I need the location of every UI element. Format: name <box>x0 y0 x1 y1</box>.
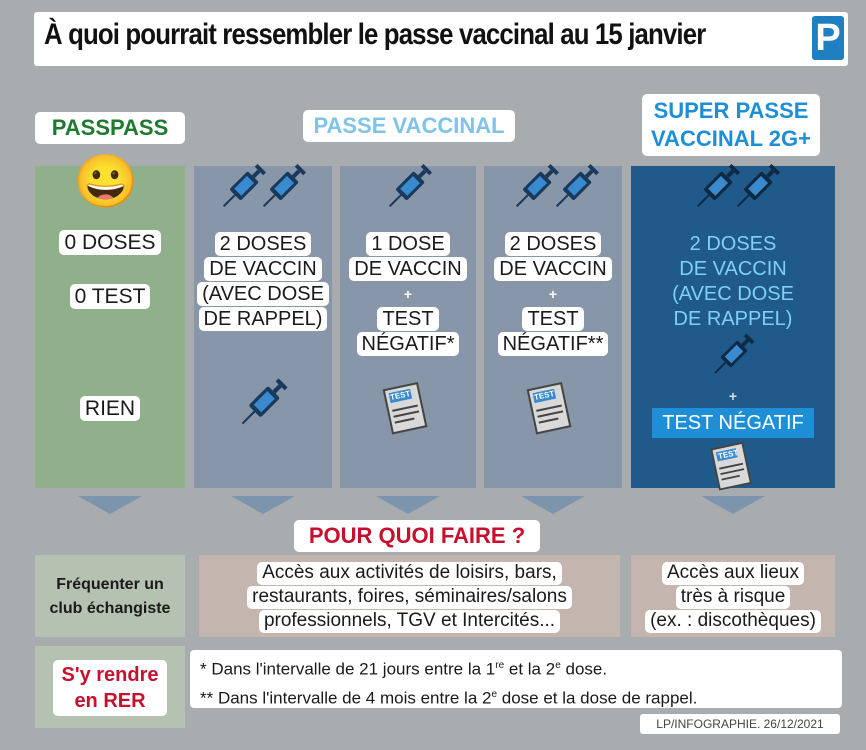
super-use-box <box>631 555 835 637</box>
test-document-icon <box>706 440 758 492</box>
super-line2: DE VACCIN <box>679 258 787 280</box>
syringe-icon <box>726 158 786 218</box>
passpass-heading: PASSPASS <box>35 112 185 144</box>
passe-use-box <box>199 555 620 637</box>
arrow-down-icon <box>376 496 440 514</box>
col3-text <box>340 232 476 357</box>
footnote-1-suffix: dose. <box>560 659 608 679</box>
test-doc-label: TEST <box>389 388 412 403</box>
test-doc-label: TEST <box>533 388 556 403</box>
col2-line3: (AVEC DOSE <box>197 282 329 306</box>
super-line4: DE RAPPEL) <box>673 308 793 330</box>
col4-line2: DE VACCIN <box>494 257 611 281</box>
footnote-1-sup2: e <box>555 660 561 671</box>
col4-plus: + <box>548 286 558 302</box>
zero-test-label: 0 TEST <box>70 284 151 309</box>
col3-test1: TEST <box>377 307 438 331</box>
footnote-2-prefix: ** Dans l'intervalle de 4 mois entre la 2 <box>200 688 492 708</box>
arrow-down-icon <box>701 496 765 514</box>
col4-line1: 2 DOSES <box>505 232 602 256</box>
passpass-column <box>35 166 185 488</box>
super-test-negatif: TEST NÉGATIF <box>652 408 814 438</box>
syringe-icon <box>378 158 438 218</box>
passpass-use-line1: Fréquenter un <box>56 576 164 593</box>
footnote-2-suffix: dose et la dose de rappel. <box>497 688 698 708</box>
footnotes <box>190 650 842 708</box>
footnote-1 <box>200 653 832 682</box>
footnote-1-prefix: * Dans l'intervalle de 21 jours entre la 1 <box>200 659 496 679</box>
pour-quoi-faire-heading: POUR QUOI FAIRE ? <box>294 520 540 552</box>
col3-line2: DE VACCIN <box>349 257 466 281</box>
col2-line4: DE RAPPEL) <box>199 307 328 331</box>
footnote-2 <box>200 682 832 711</box>
passe-vaccinal-heading: PASSE VACCINAL <box>303 110 515 142</box>
footnote-2-sup: e <box>491 688 498 700</box>
col4-text <box>484 232 622 357</box>
col3-line1: 1 DOSE <box>366 232 449 256</box>
passpass-use-box <box>35 555 185 637</box>
super-heading-line1: SUPER PASSE <box>653 98 809 123</box>
super-use-line2: très à risque <box>676 586 791 609</box>
parisien-logo: P <box>812 16 844 60</box>
super-line1: 2 DOSES <box>689 233 777 255</box>
super-use-line1: Accès aux lieux <box>662 562 804 585</box>
syringe-icon <box>252 158 312 218</box>
rien <box>45 396 175 421</box>
arrow-down-icon <box>78 496 142 514</box>
footnote-1-sup1: re <box>495 660 505 671</box>
super-line3: (AVEC DOSE <box>672 283 794 305</box>
smiley-icon: 😀 <box>73 153 139 211</box>
super-use-line3: (ex. : discothèques) <box>645 610 821 633</box>
super-passe-heading <box>642 94 820 156</box>
passe-use-line1: Accès aux activités de loisirs, bars, <box>257 562 562 585</box>
syringe-icon <box>230 372 294 436</box>
arrow-down-icon <box>521 496 585 514</box>
col3-test2: NÉGATIF* <box>357 332 460 356</box>
zero-test <box>45 284 175 309</box>
super-plus: + <box>728 388 738 404</box>
passpass-use-line2: club échangiste <box>49 600 171 617</box>
syringe-icon <box>704 328 760 384</box>
col2-text <box>194 232 332 332</box>
rer-line1: S'y rendre <box>61 664 159 686</box>
test-document-icon <box>378 380 434 436</box>
footnote-1-mid: et la 2 <box>504 659 556 679</box>
col3-plus: + <box>403 286 413 302</box>
col4-test2: NÉGATIF** <box>498 332 609 356</box>
rer-label <box>53 660 166 716</box>
passe-use-line2: restaurants, foires, séminaires/salons <box>247 586 572 609</box>
col4-test1: TEST <box>522 307 583 331</box>
passe-use-line3: professionnels, TGV et Intercités... <box>259 610 560 633</box>
syringe-icon <box>545 158 605 218</box>
rer-box <box>35 646 185 728</box>
arrow-down-icon <box>231 496 295 514</box>
credit: LP/INFOGRAPHIE. 26/12/2021 <box>640 714 840 734</box>
page-title: À quoi pourrait ressembler le passe vaccinal au 15 janvier <box>44 18 706 51</box>
test-document-icon <box>522 380 578 436</box>
zero-doses <box>45 230 175 255</box>
super-heading-line2: VACCINAL 2G+ <box>651 126 811 151</box>
test-doc-label: TEST <box>717 447 740 462</box>
rer-line2: en RER <box>74 690 146 712</box>
col2-line1: 2 DOSES <box>215 232 312 256</box>
rien-label: RIEN <box>80 396 140 421</box>
super-text <box>631 232 835 332</box>
col2-line2: DE VACCIN <box>204 257 321 281</box>
zero-doses-label: 0 DOSES <box>59 230 160 255</box>
